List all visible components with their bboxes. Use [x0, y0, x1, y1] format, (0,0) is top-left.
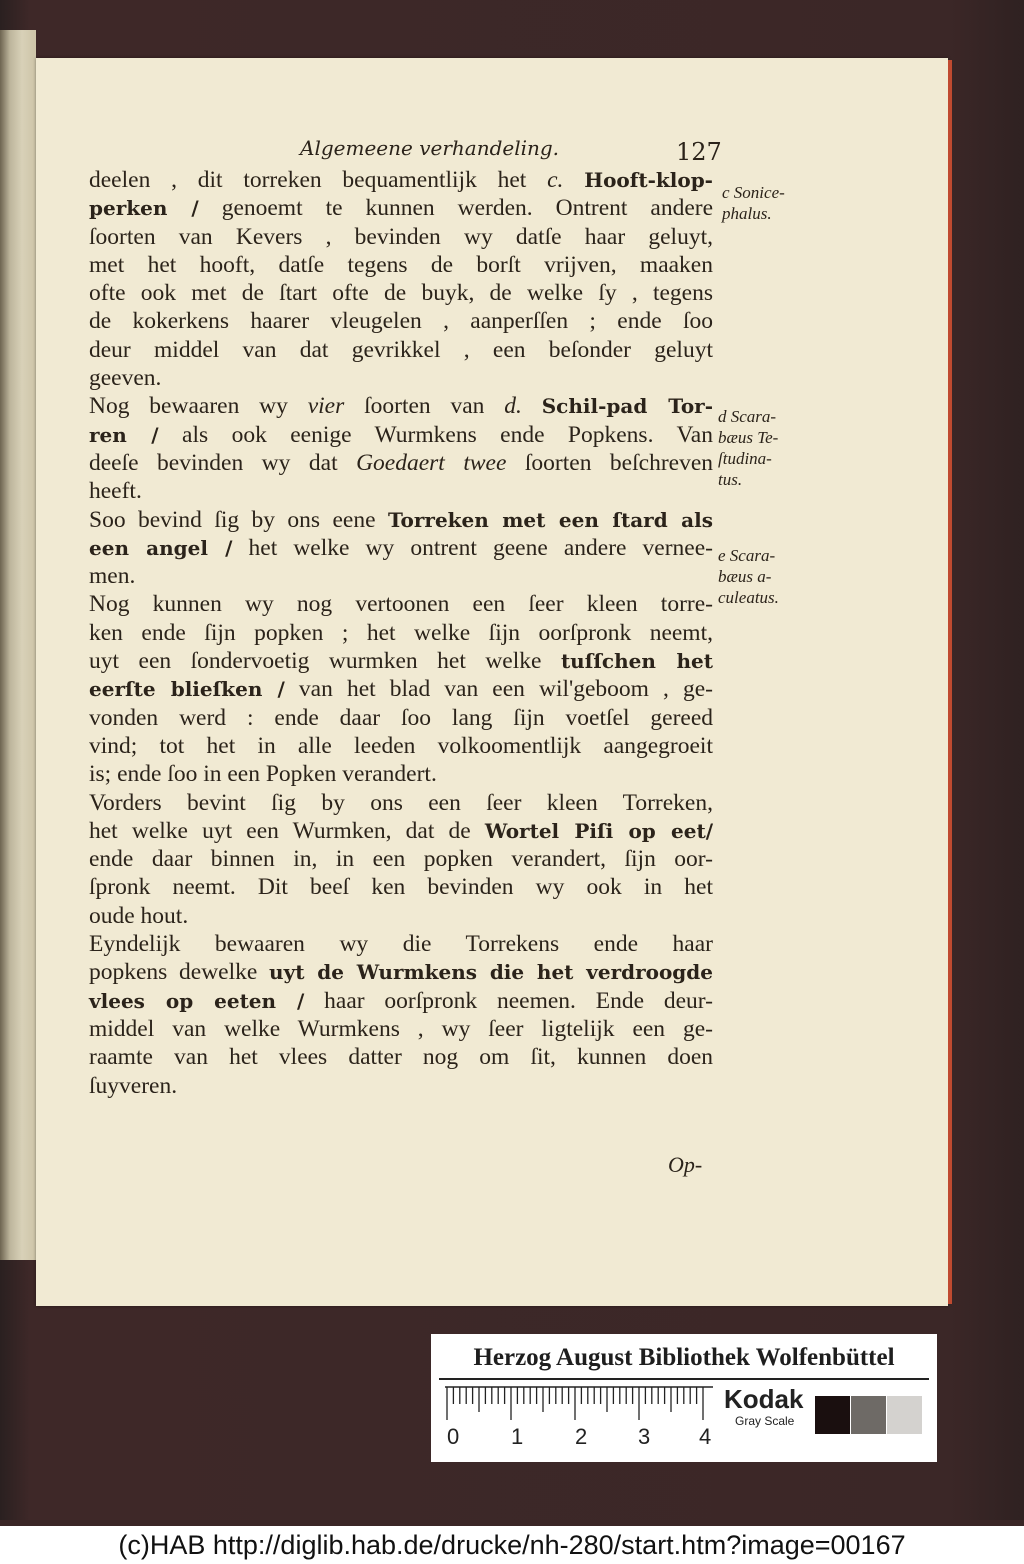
text-run: deelen , dit torreken bequamentlijk het — [89, 167, 548, 193]
text-line — [89, 477, 713, 505]
text-run: haar oorſpronk neemen. Ende deur- — [304, 987, 713, 1014]
italic-phrase: Goedaert twee — [356, 449, 507, 476]
text-run: het welke wy ontrent geene andere vernee- — [232, 534, 713, 561]
text-run: middel van welke Wurmkens , wy ſeer ligtelijk een ge- — [89, 1015, 713, 1042]
ruler-number: 1 — [511, 1424, 524, 1449]
text-line — [89, 223, 713, 251]
text-run: ſuyveren. — [89, 1072, 178, 1099]
blackletter-phrase: vlees op eeten / — [89, 988, 305, 1013]
text-line — [89, 930, 713, 958]
page-red-edge — [948, 60, 952, 1304]
text-line — [89, 1072, 713, 1100]
margin-note-line: e Scara- — [718, 546, 776, 565]
ruler-number: 4 — [699, 1424, 712, 1449]
text-line — [89, 251, 713, 279]
text-line — [89, 562, 713, 590]
page-number: 127 — [676, 138, 722, 166]
text-run: heeft. — [89, 478, 142, 505]
text-run: is; ende ſoo in een Popken verandert. — [89, 761, 437, 788]
blackletter-phrase: een angel / — [89, 535, 233, 560]
ruler-number: 3 — [638, 1424, 651, 1449]
margin-note-line: d Scara- — [718, 407, 777, 426]
text-line — [89, 760, 713, 788]
ruler-number: 2 — [575, 1424, 588, 1449]
text-run: men. — [89, 563, 136, 590]
blackletter-phrase: tuſſchen het — [560, 649, 713, 674]
text-line — [89, 873, 713, 901]
text-line — [89, 421, 713, 449]
text-line — [89, 704, 713, 732]
text-line — [89, 647, 713, 675]
text-run — [522, 393, 542, 419]
text-run: popkens dewelke — [89, 959, 270, 986]
text-line — [89, 336, 713, 364]
gray-swatch-mid — [851, 1396, 886, 1434]
text-run: vind; tot het in alle leeden volkoomentlijk aangegroeit — [89, 732, 713, 759]
text-run: met het hooft, datſe tegens de borſt vrijven, maaken — [89, 251, 713, 278]
text-line — [89, 675, 713, 703]
text-run: als ook eenige Wurmkens ende Popkens. Van — [158, 421, 713, 448]
margin-note-d — [718, 406, 778, 490]
text-line — [89, 732, 713, 760]
text-run: Vorders bevint ſig by ons een ſeer kleen Torreken, — [89, 789, 713, 816]
text-run: van het blad van een wil'geboom , ge- — [284, 676, 714, 703]
previous-page-edge — [0, 30, 36, 1260]
text-run: Nog bewaaren wy — [89, 393, 308, 420]
margin-note-line: bæus a- — [718, 567, 772, 586]
blackletter-phrase: ren / — [89, 422, 159, 447]
margin-note-line: phalus. — [722, 204, 772, 223]
italic-phrase: c. — [547, 167, 564, 193]
text-line — [89, 1043, 713, 1071]
text-run: genoemt te kunnen werden. Ontrent andere — [198, 195, 714, 222]
gray-swatch-light — [887, 1396, 922, 1434]
text-run: het welke uyt een Wurmken, dat de — [89, 817, 485, 844]
text-line — [89, 619, 713, 647]
text-run: raamte van het vlees datter nog om ſit, kunnen doen — [89, 1044, 713, 1071]
text-line — [89, 279, 713, 307]
text-run: uyt een ſondervoetig wurmken het welke — [89, 648, 561, 675]
blackletter-phrase: perken / — [89, 196, 199, 221]
blackletter-phrase: Torreken met een ſtard als — [387, 507, 713, 532]
text-run: ken ende ſijn popken ; het welke ſijn oorſpronk neemt, — [89, 619, 713, 646]
blackletter-phrase: Schil-pad Tor- — [541, 394, 714, 419]
text-run: Nog kunnen wy nog vertoonen een ſeer kleen torre- — [89, 591, 713, 618]
text-line — [89, 307, 713, 335]
text-line — [89, 194, 713, 222]
blackletter-phrase: eerſte blieſken / — [89, 677, 285, 702]
text-line — [89, 958, 713, 986]
card-title: Herzog August Bibliothek Wolfenbüttel — [473, 1344, 895, 1371]
text-run: Eyndelijk bewaaren wy die Torrekens ende haar — [89, 931, 713, 958]
running-title: Algemeene verhandeling. — [300, 136, 560, 160]
text-run: ſoorten van — [344, 393, 505, 420]
text-line — [89, 817, 713, 845]
ruler-numbers — [441, 1424, 741, 1454]
margin-note-line: c Sonice- — [722, 183, 785, 202]
body-text — [89, 166, 713, 1100]
margin-note-e — [718, 545, 779, 608]
text-line — [89, 789, 713, 817]
library-color-card — [431, 1334, 937, 1462]
text-run: ſoorten van Kevers , bevinden wy datſe haar geluyt, — [89, 223, 713, 250]
copyright-footer: (c)HAB http://diglib.hab.de/drucke/nh-280/start.htm?image=00167 — [0, 1526, 1024, 1564]
text-line — [89, 392, 713, 420]
gray-scale-label: Gray Scale — [735, 1414, 795, 1428]
text-run: oude hout. — [89, 902, 189, 929]
catchword: Op- — [668, 1152, 703, 1177]
margin-note-line: tus. — [718, 470, 743, 489]
text-run: ofte ook met de ſtart ofte de buyk, de welke ſy , tegens — [89, 280, 713, 307]
ruler-number: 0 — [447, 1424, 460, 1449]
margin-note-line: bæus Te- — [718, 428, 779, 447]
text-line — [89, 987, 713, 1015]
text-line — [89, 590, 713, 618]
margin-note-line: ſtudina- — [718, 449, 772, 468]
italic-phrase: d. — [504, 393, 522, 420]
text-line — [89, 506, 713, 534]
text-run — [563, 167, 584, 193]
text-run: ende daar binnen in, in een popken verandert, ſijn oor- — [89, 846, 713, 873]
text-run: vonden werd : ende daar ſoo lang ſijn voetſel gereed — [89, 704, 713, 731]
text-line — [89, 902, 713, 930]
text-line — [89, 166, 713, 194]
blackletter-phrase: Hooft-klop- — [584, 168, 713, 192]
ruler — [445, 1386, 717, 1422]
text-line — [89, 449, 713, 477]
blackletter-phrase: uyt de Wurmkens die het verdroogde — [269, 960, 713, 985]
gray-swatch-dark — [815, 1396, 850, 1434]
text-run: Soo bevind ſig by ons eene — [89, 506, 388, 533]
text-line — [89, 845, 713, 873]
text-run: deeſe bevinden wy dat — [89, 449, 357, 476]
margin-note-c — [722, 182, 785, 224]
blackletter-phrase: Wortel Piſi op eet/ — [484, 818, 714, 843]
margin-note-line: culeatus. — [718, 588, 779, 607]
text-run: deur middel van dat gevrikkel , een beſonder geluyt — [89, 336, 713, 363]
text-run: de kokerkens haarer vleugelen , aanperſſen ; ende ſoo — [89, 308, 713, 335]
text-line — [89, 364, 713, 392]
text-line — [89, 534, 713, 562]
text-run: ſoorten beſchreven — [506, 449, 713, 476]
text-run: ſpronk neemt. Dit beeſ ken bevinden wy ook in het — [89, 874, 713, 901]
italic-phrase: vier — [307, 393, 345, 420]
text-line — [89, 1015, 713, 1043]
kodak-logo: Kodak — [724, 1384, 804, 1414]
card-divider — [439, 1378, 929, 1380]
text-run: geeven. — [89, 365, 162, 392]
